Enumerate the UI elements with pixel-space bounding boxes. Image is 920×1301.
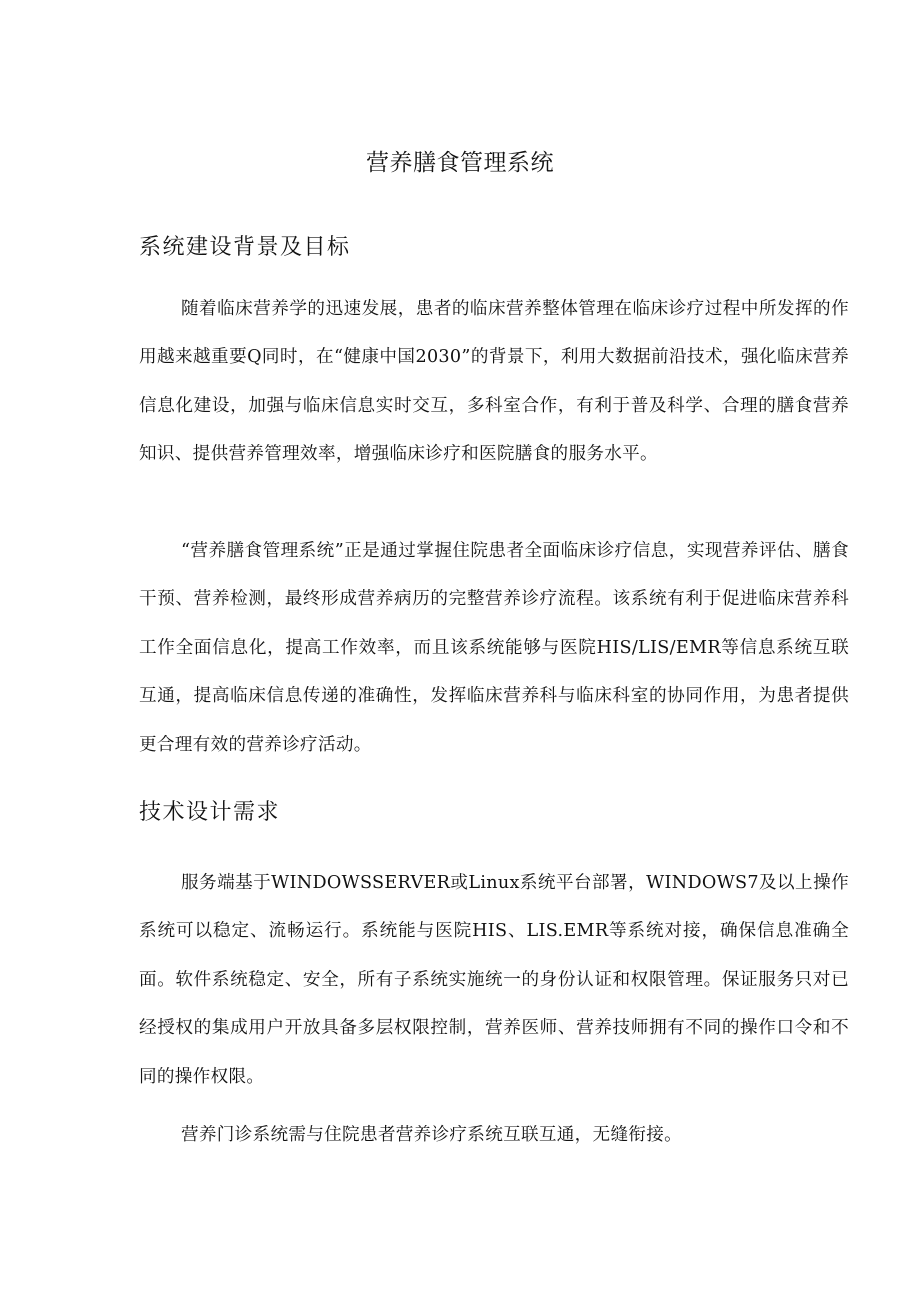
paragraph-tech-1: 服务端基于WINDOWSSERVER或Linux系统平台部署，WINDOWS7及以上操作系统可以稳定、流畅运行。系统能与医院HIS、LIS.EMR等系统对接，确保信息准确全面。软件系统稳定、安全，所有子系统实施统一的身份认证和权限管理。保证服务只对已经授权的集成用户开放具备多层权限控制，营养医师、营养技师拥有不同的操作口令和不同的操作权限。 <box>139 873 849 1087</box>
section-heading-tech-requirements: 技术设计需求 <box>139 800 281 825</box>
document-title: 营养膳食管理系统 <box>366 150 554 176</box>
paragraph-background-2: “营养膳食管理系统”正是通过掌握住院患者全面临床诊疗信息，实现营养评估、膳食干预、营养检测，最终形成营养病历的完整营养诊疗流程。该系统有利于促进临床营养科工作全面信息化，提高工作效率，而且该系统能够与医院HIS/LIS/EMR等信息系统互联互通，提高临床信息传递的准确性，发挥临床营养科与临床科室的协同作用，为患者提供更合理有效的营养诊疗活动。 <box>139 541 849 755</box>
paragraph-tech-2: 营养门诊系统需与住院患者营养诊疗系统互联互通，无缝衔接。 <box>181 1125 683 1145</box>
paragraph-background-1: 随着临床营养学的迅速发展，患者的临床营养整体管理在临床诊疗过程中所发挥的作用越来越重要Q同时，在“健康中国2030”的背景下，利用大数据前沿技术，强化临床营养信息化建设，加强与临床信息实时交互，多科室合作，有利于普及科学、合理的膳食营养知识、提供营养管理效率，增强临床诊疗和医院膳食的服务水平。 <box>139 299 849 465</box>
section-heading-background: 系统建设背景及目标 <box>139 235 351 260</box>
